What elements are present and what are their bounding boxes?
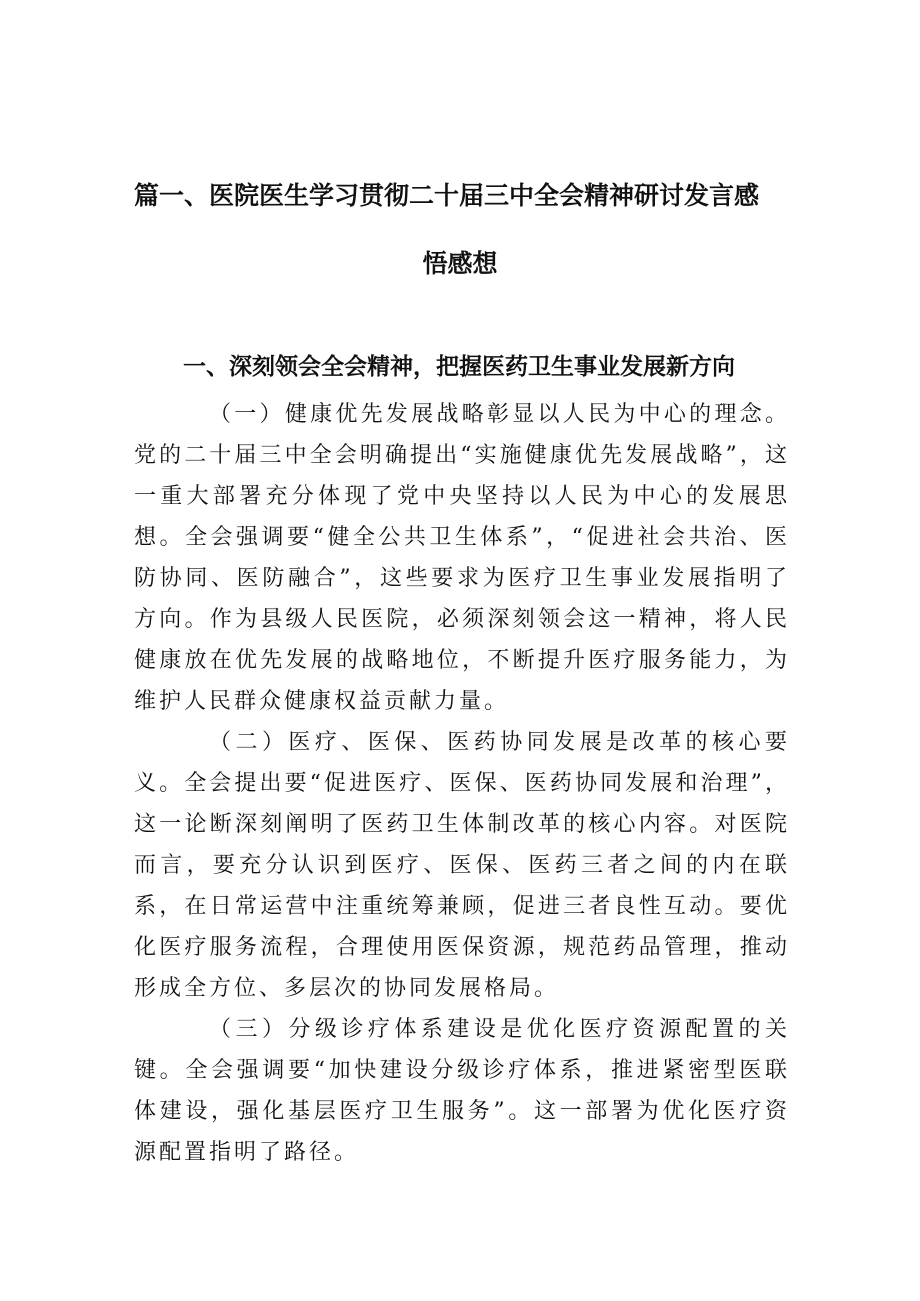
paragraph-1: （一）健康优先发展战略彰显以人民为中心的理念。党的二十届三中全会明确提出“实施健康优先发展战略”，这一重大部署充分体现了党中央坚持以人民为中心的发展思想。全会强调要“健全公共卫生体系”，“促进社会共治、医防协同、医防融合”，这些要求为医疗卫生事业发展指明了方向。作为县级人民医院，必须深刻领会这一精神，将人民健康放在优先发展的战略地位，不断提升医疗服务能力，为维护人民群众健康权益贡献力量。 [134, 402, 790, 714]
paragraph-2: （二）医疗、医保、医药协同发展是改革的核心要义。全会提出要“促进医疗、医保、医药协同发展和治理”，这一论断深刻阐明了医药卫生体制改革的核心内容。对医院而言，要充分认识到医疗、医保、医药三者之间的内在联系，在日常运营中注重统筹兼顾，促进三者良性互动。要优化医疗服务流程，合理使用医保资源，规范药品管理，推动形成全方位、多层次的协同发展格局。 [134, 730, 790, 1001]
section-heading: 一、深刻领会全会精神，把握医药卫生事业发展新方向 [183, 354, 735, 380]
document-title-line-2: 悟感想 [422, 249, 498, 278]
document-title-line-1: 篇一、医院医生学习贯彻二十届三中全会精神研讨发言感 [134, 181, 760, 210]
body-text [134, 394, 790, 1173]
paragraph-3: （三）分级诊疗体系建设是优化医疗资源配置的关键。全会强调要“加快建设分级诊疗体系，推进紧密型医联体建设，强化基层医疗卫生服务”。这一部署为优化医疗资源配置指明了路径。 [134, 1017, 790, 1165]
